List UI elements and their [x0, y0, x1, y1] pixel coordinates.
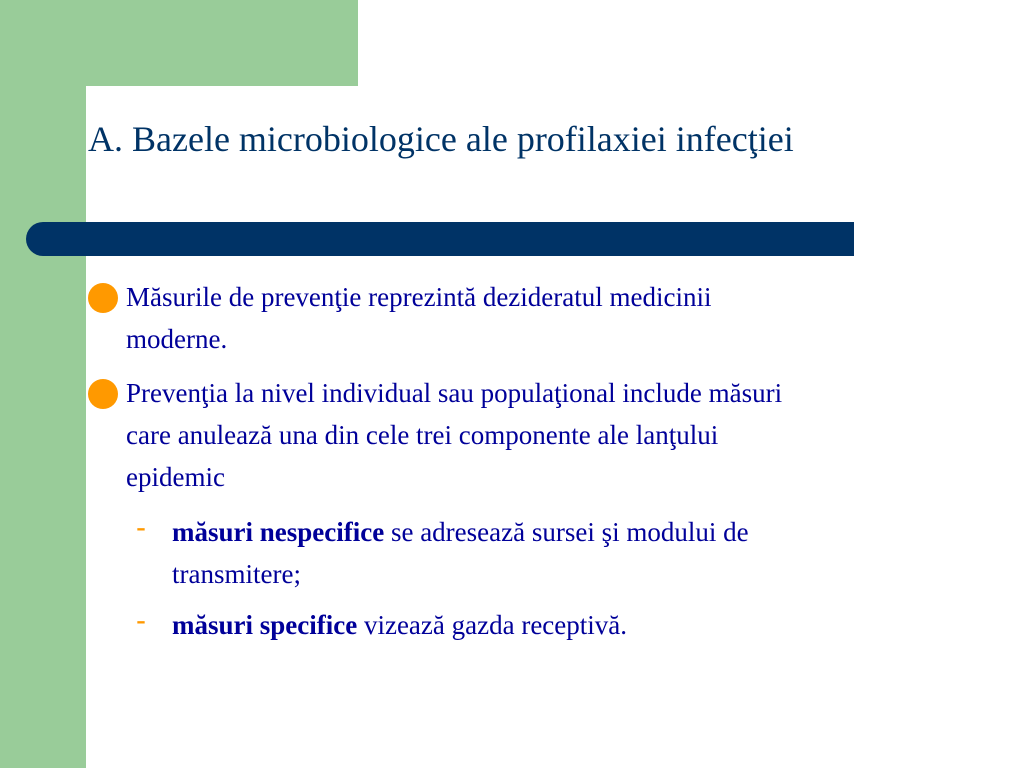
sub-bullet-bold-term: măsuri nespecifice: [172, 517, 385, 547]
sub-bullet-rest: vizează gazda receptivă.: [357, 610, 628, 640]
orange-circle-bullet-icon: [88, 283, 118, 313]
bullet-text-line: Măsurile de prevenţie reprezintă dezideratul medicinii: [126, 282, 712, 312]
bullet-text-line: epidemic: [126, 462, 225, 492]
orange-circle-bullet-icon: [88, 379, 118, 409]
bullet-text-line: moderne.: [126, 324, 228, 354]
bullet-text-line: Prevenţia la nivel individual sau populaţional include măsuri: [126, 378, 783, 408]
slide-title: A. Bazele microbiologice ale profilaxiei infecţiei: [88, 119, 794, 159]
sub-bullet-rest: se adresează sursei şi modului de: [384, 517, 749, 547]
bullet-item: [88, 372, 1008, 498]
bullet-item: [88, 276, 908, 360]
sub-bullet-item: [136, 511, 956, 595]
dash-bullet-icon: -: [136, 511, 146, 544]
dash-bullet-icon: -: [136, 604, 146, 637]
sub-bullet-item: [136, 604, 956, 646]
sub-bullet-text-line: transmitere;: [172, 559, 301, 589]
sub-bullet-text: [136, 604, 956, 646]
sub-bullet-bold-term: măsuri specifice: [172, 610, 358, 640]
sub-bullet-text: [136, 511, 956, 553]
bullet-text-line: care anulează una din cele trei componente ale lanţului: [126, 420, 719, 450]
